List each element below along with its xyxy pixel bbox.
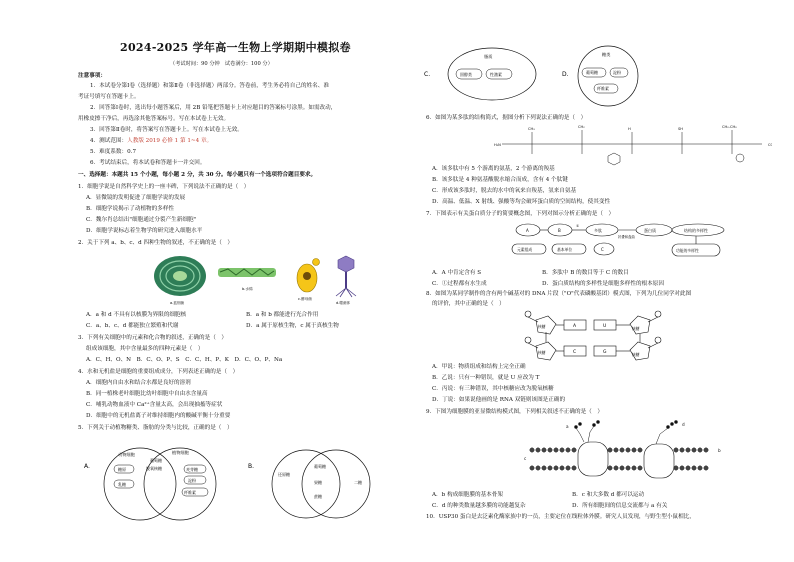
process-1: ① [576,224,580,228]
phospholipid-top-row [530,448,708,452]
option-label: D. [562,71,569,78]
q3-stem: 3．下列有关细胞中的元素和化合物的叙述，正确的是（ ） [78,335,227,341]
q10-stem: 10．USP30 蛋白是去泛素化酶家族中的一员，主要定位在线粒体外膜。研究人员发现，与野生型小鼠相比， [426,514,695,520]
q5-stem: 5．下列关于动植物糖类、脂肪的分类与比较，正确的是（ ） [78,425,233,431]
right-column [422,0,779,562]
sugar-label: 糖类 [602,52,611,57]
process-fold: 折叠和盘曲 [618,235,635,239]
plant-label: 植物细胞 [172,450,189,455]
glucose-label: 葡萄糖 [586,70,598,75]
q8-line2: 的评价，其中正确的是（ ） [432,301,505,307]
q7-option-b: B．多肽中 B 的数目等于 C 的数目 [542,270,629,276]
q9-option-c: C．d 的种类数量越多膜的功能越复杂 [432,503,526,509]
option-label: C. [424,71,431,78]
glycogen-label: 糖原 [118,467,126,472]
exam-meta: （考试时间：90 分钟 试卷满分：100 分） [170,61,273,67]
fructose-label: 果糖 [314,480,322,485]
caption-c: c.酵母菌 [298,297,312,301]
transmembrane-protein [644,444,674,478]
base-g: G [603,350,607,355]
node-protein: 蛋白质 [644,228,656,233]
node-elements: 元素组成 [517,247,533,252]
q1-option-a: A．显微镜的发明促进了细胞学说的发展 [86,195,186,201]
label-b: b [718,448,721,453]
q1-option-d: D．细胞学说标志着生物学的研究进入细胞水平 [86,228,203,234]
q2-organisms-figure [78,250,396,310]
sex-hormone-label: 性激素 [490,72,502,77]
node-a: A [526,228,529,233]
node-function: 功能的多样性 [676,248,699,253]
caption-b: b.水绵 [242,287,253,291]
q8-dna-model [518,308,718,364]
cellulose-label: 纤维素 [597,86,609,91]
note-scope-prefix: 4．测试范围： [90,138,128,144]
note-line-scope [90,138,212,145]
deoxyribose-label: 脱氧核糖 [146,466,162,471]
note-line: 3．回答第Ⅱ卷时，将答案写在答题卡上。写在本试卷上无效。 [90,127,243,133]
q7-stem: 7．下图表示有关蛋白质分子的简要概念图，下列对图示分析正确的是（ ） [426,211,615,217]
q8-option-b: B．乙说：只有一种错误，就是 U 应改为 T [432,375,540,381]
q5-sugar-venn-b [248,436,388,531]
q3-options: A．C、H、O、N B．C、O、P、S C．C、H、P、K D．C、O、P、Na [86,357,283,363]
option-label: B. [248,463,255,470]
q1-option-b: B．细胞学说揭示了动植物的多样性 [86,206,175,212]
cellulose-label: 纤维素 [184,490,196,495]
note-line: 6．考试结束后，将本试卷和答题卡一并交回。 [90,160,206,166]
phage-illustration [336,256,356,297]
svg-text:H₂N: H₂N [494,143,501,147]
starch-label: 淀粉 [613,70,621,75]
q7-protein-concept-map [502,220,742,272]
base-u: U [603,324,607,329]
q6-polypeptide-structure [492,122,779,164]
q7-option-a: A．A 中肯定含有 S [432,270,482,276]
sucrose-label: 蔗糖 [314,494,322,499]
note-line: 5．难度系数：0.7 [90,149,137,155]
note-line: 2．回答第Ⅰ卷时，选出每小题答案后，用 2B 铅笔把答题卡上对应题目的答案标号涂黑。如需改动， [90,105,337,111]
reducing-sugar-label: 还原糖 [278,472,290,477]
sugar-label: 核糖 [538,350,546,355]
glucose-label: 葡萄糖 [314,464,326,469]
section-heading: 一、选择题：本题共 15 个小题，每小题 2 分，共 30 分。每小题只有一个选项符合题目要求。 [78,172,317,178]
svg-text:SH: SH [678,127,683,131]
q7-option-d: D．蛋白质结构的多样性是细胞多样性的根本原因 [542,281,664,287]
glucose-label: 葡萄糖 [150,458,162,463]
svg-text:CH₃: CH₃ [528,127,535,131]
q9-option-a: A．b 构成细胞膜的基本骨架 [432,492,503,498]
q8-option-a: A．甲说：物质组成和结构上完全正确 [432,364,526,370]
note-line: 用橡皮擦干净后，再选涂其他答案标号。写在本试卷上无效。 [78,116,230,122]
q4-option-a: A．细胞内自由水和结合水都是良好的溶剂 [86,380,191,386]
q2-stem: 2．关于下列 a、b、c、d 四种生物的叙述，不正确的是（ ） [78,240,233,246]
q1-option-c: C．魏尔肖总结出"细胞通过分裂产生新细胞" [86,217,197,223]
q5-lipid-diagram-c [422,42,572,117]
svg-text:COOH: COOH [768,143,779,147]
q2-option-d: D．a 属于原核生物，c 属于真核生物 [246,323,339,329]
q4-option-d: D．细胞中的无机盐离子对维持细胞内的酸碱平衡十分重要 [86,413,231,419]
q8-option-d: D．丁说：如果说他画的是 RNA 双链则该图是正确的 [432,397,566,403]
svg-text:CH₂-CH₃: CH₂-CH₃ [722,125,737,129]
lactose-label: 乳糖 [118,482,126,487]
q6-option-b: B．该多肽是 4 种氨基酸脱水缩合而成，含有 4 个肽键 [432,177,568,183]
sugar-label: 核糖 [538,324,546,329]
q3-line2: 组成该细胞，其中含量最多的四种元素是（ ） [86,346,204,352]
node-unit: 基本单位 [557,247,573,252]
q8-stem: 8．如图为某同学制作的含有两个碱基对的 DNA 片段（"O"代表磷酸基团）模式图，下列为几位同学对此图 [426,291,692,297]
caption-d: d.噬菌体 [336,301,351,305]
q9-stem: 9．下图为细胞膜的亚显微结构模式图，下列相关叙述不正确的是（ ） [426,409,603,415]
svg-text:CH₂: CH₂ [578,125,585,129]
q5-sugar-diagram-d [562,42,712,117]
node-polypeptide: 多肽 [594,228,602,233]
notes-heading: 注意事项： [78,73,106,79]
yeast-illustration [297,259,320,293]
q6-option-c: C．形成该多肽时，脱去的水中的氧来自羧基，氢来自氨基 [432,188,577,194]
q4-option-b: B．同一植株老叶细胞比幼叶细胞中自由水含量高 [86,391,208,397]
starch-label: 淀粉 [188,478,196,483]
q1-stem: 1．细胞学说是自然科学史上的一座丰碑，下列说法不正确的是（ ） [78,184,250,190]
maltose-label: 麦芽糖 [186,467,198,472]
sugar-label: 核糖 [632,352,640,357]
node-b: B [558,228,561,233]
sterol-label: 固醇类 [460,72,472,77]
q4-stem: 4．水和无机盐是细胞的重要组成成分，下列表述正确的是（ ） [78,369,239,375]
phospholipid-bottom-row [530,466,708,470]
note-scope-red: 人教版 2019 必修 1 第 1~4 章。 [127,138,213,144]
q2-option-c: C．a、b、c、d 都能独立繁殖和代谢 [86,323,179,329]
reducing-sugar-circle [272,450,340,518]
node-diversity: 结构的多样性 [684,228,708,233]
q6-stem: 6．如图为某多肽的结构简式，据图分析下列说法正确的是（ ） [426,115,587,121]
q9-option-d: D．所有细胞间的信息交流都与 a 有关 [572,503,668,509]
q8-option-c: C．丙说：有三种错误，其中核糖应改为脱氧核糖 [432,386,554,392]
cyanobacteria-illustration [154,256,206,296]
caption-a: a.蓝细菌 [170,301,185,305]
animal-cell-circle [104,448,176,520]
svg-text:H: H [628,127,631,131]
q2-option-b: B．a 和 b 都能进行光合作用 [246,312,319,318]
q2-option-a: A．a 和 d 不具有以核膜为界限的细胞核 [86,312,187,318]
q7-option-c: C．①过程都有水生成 [432,281,487,287]
node-c: C [601,247,604,252]
page-title: 2024-2025 学年高一生物上学期期中模拟卷 [120,41,351,54]
q9-option-b: B．c 和大多数 d 都可以运动 [572,492,645,498]
label-a: a [566,424,569,429]
label-c: c [524,456,527,461]
q5-sugar-venn-a [78,436,228,531]
base-a: A [573,324,577,329]
label-d: d [682,422,685,427]
animal-label: 动物细胞 [118,452,135,457]
lipid-label: 脂质 [484,54,493,59]
base-c: C [573,350,577,355]
spirogyra-illustration [218,268,276,277]
disaccharide-label: 二糖 [354,480,362,485]
left-column [78,0,396,562]
note-line: 1．本试卷分第Ⅰ卷（选择题）和第Ⅱ卷（非选择题）两部分。答卷前，考生务必将自己的姓名、准 [90,83,329,89]
q6-option-a: A．该多肽中有 5 个游离的氨基，2 个游离的羧基 [432,166,555,172]
note-line: 考证号填写在答题卡上。 [78,94,140,100]
sugar-label: 核糖 [632,326,640,331]
option-label: A. [84,463,90,470]
q6-option-d: D．高温、低温、X 射线、强酸等均会破坏蛋白质的空间结构，使其变性 [432,199,611,205]
q9-membrane-model [522,416,742,488]
q4-option-c: C．哺乳动物血液中 Ca²⁺含量太高，会出现抽搐等症状 [86,402,223,408]
channel-protein [578,442,608,476]
